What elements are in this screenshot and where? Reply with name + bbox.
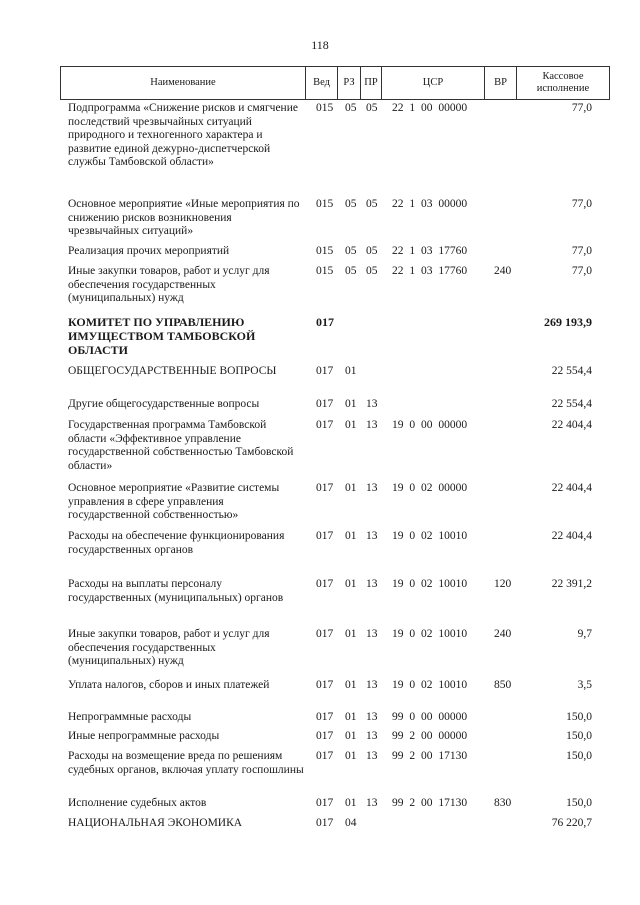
row-rz: 01 (345, 482, 357, 494)
row-amount: 22 404,4 (551, 419, 592, 431)
row-csr: 22 1 03 17760 (392, 265, 468, 277)
row-csr: 99 2 00 17130 (392, 797, 468, 809)
row-ved: 017 (316, 679, 334, 691)
row-rz: 04 (345, 817, 357, 829)
header-pr: ПР (361, 67, 382, 99)
row-name: Основное мероприятие «Развитие системы управления в сфере управления государственной собственностью» (68, 482, 280, 521)
row-pr: 13 (366, 750, 378, 762)
row-name: Расходы на возмещение вреда по решениям судебных органов, включая уплату госпошлины (68, 750, 304, 776)
row-ved: 017 (316, 365, 334, 377)
row-csr: 22 1 03 17760 (392, 245, 468, 257)
row-rz: 01 (345, 628, 357, 640)
row-csr: 22 1 00 00000 (392, 102, 468, 114)
row-pr: 13 (366, 797, 378, 809)
row-vr: 120 (494, 578, 512, 590)
header-csr: ЦСР (382, 67, 485, 99)
row-csr: 19 0 02 10010 (392, 628, 468, 640)
row-amount: 3,5 (577, 679, 592, 691)
row-ved: 015 (316, 198, 334, 210)
row-amount: 150,0 (566, 750, 592, 762)
row-csr: 99 2 00 17130 (392, 750, 468, 762)
row-csr: 99 2 00 00000 (392, 730, 468, 742)
row-pr: 13 (366, 530, 378, 542)
row-name: НАЦИОНАЛЬНАЯ ЭКОНОМИКА (68, 817, 243, 829)
row-amount: 22 554,4 (551, 398, 592, 410)
row-pr: 13 (366, 679, 378, 691)
header-rz: РЗ (338, 67, 361, 99)
row-csr: 19 0 00 00000 (392, 419, 468, 431)
row-name: Непрограммные расходы (68, 711, 192, 723)
row-rz: 01 (345, 365, 357, 377)
row-pr: 13 (366, 730, 378, 742)
row-amount: 77,0 (571, 198, 592, 210)
row-ved: 017 (316, 750, 334, 762)
row-ved: 017 (316, 711, 334, 723)
row-vr: 850 (494, 679, 512, 691)
row-pr: 13 (366, 482, 378, 494)
row-rz: 05 (345, 265, 357, 277)
row-amount: 22 391,2 (551, 578, 592, 590)
row-pr: 05 (366, 102, 378, 114)
row-pr: 05 (366, 265, 378, 277)
row-amount: 150,0 (566, 797, 592, 809)
row-ved: 017 (316, 315, 334, 329)
row-name: Расходы на обеспечение функционирования государственных органов (68, 530, 285, 556)
header-amount: Кассовое исполнение (536, 70, 590, 94)
row-csr: 22 1 03 00000 (392, 198, 468, 210)
row-amount: 22 554,4 (551, 365, 592, 377)
row-amount: 9,7 (577, 628, 592, 640)
row-amount: 76 220,7 (551, 817, 592, 829)
row-amount: 77,0 (571, 245, 592, 257)
row-name: Исполнение судебных актов (68, 797, 207, 809)
header-vr: ВР (485, 67, 517, 99)
row-pr: 13 (366, 628, 378, 640)
row-name: Иные закупки товаров, работ и услуг для обеспечения государственных (муниципальных) нужд (68, 265, 270, 304)
row-csr: 19 0 02 10010 (392, 578, 468, 590)
row-csr: 19 0 02 10010 (392, 530, 468, 542)
row-name: Уплата налогов, сборов и иных платежей (68, 679, 270, 691)
row-rz: 01 (345, 530, 357, 542)
row-rz: 05 (345, 245, 357, 257)
row-ved: 017 (316, 730, 334, 742)
row-name: Иные непрограммные расходы (68, 730, 220, 742)
row-name: Основное мероприятие «Иные мероприятия по снижению рисков возникновения чрезвычайных ситуаций» (68, 198, 300, 237)
row-ved: 015 (316, 265, 334, 277)
row-amount: 269 193,9 (544, 315, 592, 329)
row-rz: 01 (345, 679, 357, 691)
row-ved: 017 (316, 578, 334, 590)
row-pr: 13 (366, 419, 378, 431)
header-ved: Вед (306, 67, 338, 99)
row-amount: 150,0 (566, 730, 592, 742)
row-amount: 150,0 (566, 711, 592, 723)
row-name: Другие общегосударственные вопросы (68, 398, 260, 410)
row-pr: 13 (366, 578, 378, 590)
row-name: ОБЩЕГОСУДАРСТВЕННЫЕ ВОПРОСЫ (68, 365, 277, 377)
row-csr: 19 0 02 00000 (392, 482, 468, 494)
row-ved: 017 (316, 628, 334, 640)
row-ved: 017 (316, 530, 334, 542)
row-amount: 77,0 (571, 102, 592, 114)
row-ved: 017 (316, 817, 334, 829)
row-amount: 22 404,4 (551, 530, 592, 542)
row-rz: 01 (345, 419, 357, 431)
row-csr: 19 0 02 10010 (392, 679, 468, 691)
row-csr: 99 0 00 00000 (392, 711, 468, 723)
row-name: Иные закупки товаров, работ и услуг для обеспечения государственных (муниципальных) нужд (68, 628, 270, 667)
row-rz: 05 (345, 198, 357, 210)
row-amount: 22 404,4 (551, 482, 592, 494)
row-name: Реализация прочих мероприятий (68, 245, 230, 257)
row-pr: 13 (366, 711, 378, 723)
row-ved: 015 (316, 245, 334, 257)
row-ved: 017 (316, 398, 334, 410)
row-vr: 830 (494, 797, 512, 809)
row-rz: 01 (345, 711, 357, 723)
row-rz: 01 (345, 750, 357, 762)
row-rz: 05 (345, 102, 357, 114)
row-name: КОМИТЕТ ПО УПРАВЛЕНИЮ ИМУЩЕСТВОМ ТАМБОВСКОЙ ОБЛАСТИ (68, 315, 256, 357)
row-rz: 01 (345, 797, 357, 809)
row-pr: 05 (366, 245, 378, 257)
row-vr: 240 (494, 265, 512, 277)
row-amount: 77,0 (571, 265, 592, 277)
row-ved: 017 (316, 419, 334, 431)
row-name: Государственная программа Тамбовской области «Эффективное управление государственной собственностью Тамбовской области» (68, 419, 294, 472)
row-ved: 017 (316, 482, 334, 494)
row-ved: 015 (316, 102, 334, 114)
row-vr: 240 (494, 628, 512, 640)
page-number: 118 (311, 38, 329, 52)
table-header (60, 66, 610, 100)
row-pr: 05 (366, 198, 378, 210)
row-rz: 01 (345, 398, 357, 410)
row-rz: 01 (345, 730, 357, 742)
row-pr: 13 (366, 398, 378, 410)
row-rz: 01 (345, 578, 357, 590)
row-name: Расходы на выплаты персоналу государственных (муниципальных) органов (68, 578, 284, 604)
header-name: Наименование (61, 67, 306, 99)
row-name: Подпрограмма «Снижение рисков и смягчение последствий чрезвычайных ситуаций природного и техногенного характера и развитие единой дежурно-диспетчерской службы Тамбовской области» (68, 102, 298, 168)
row-ved: 017 (316, 797, 334, 809)
